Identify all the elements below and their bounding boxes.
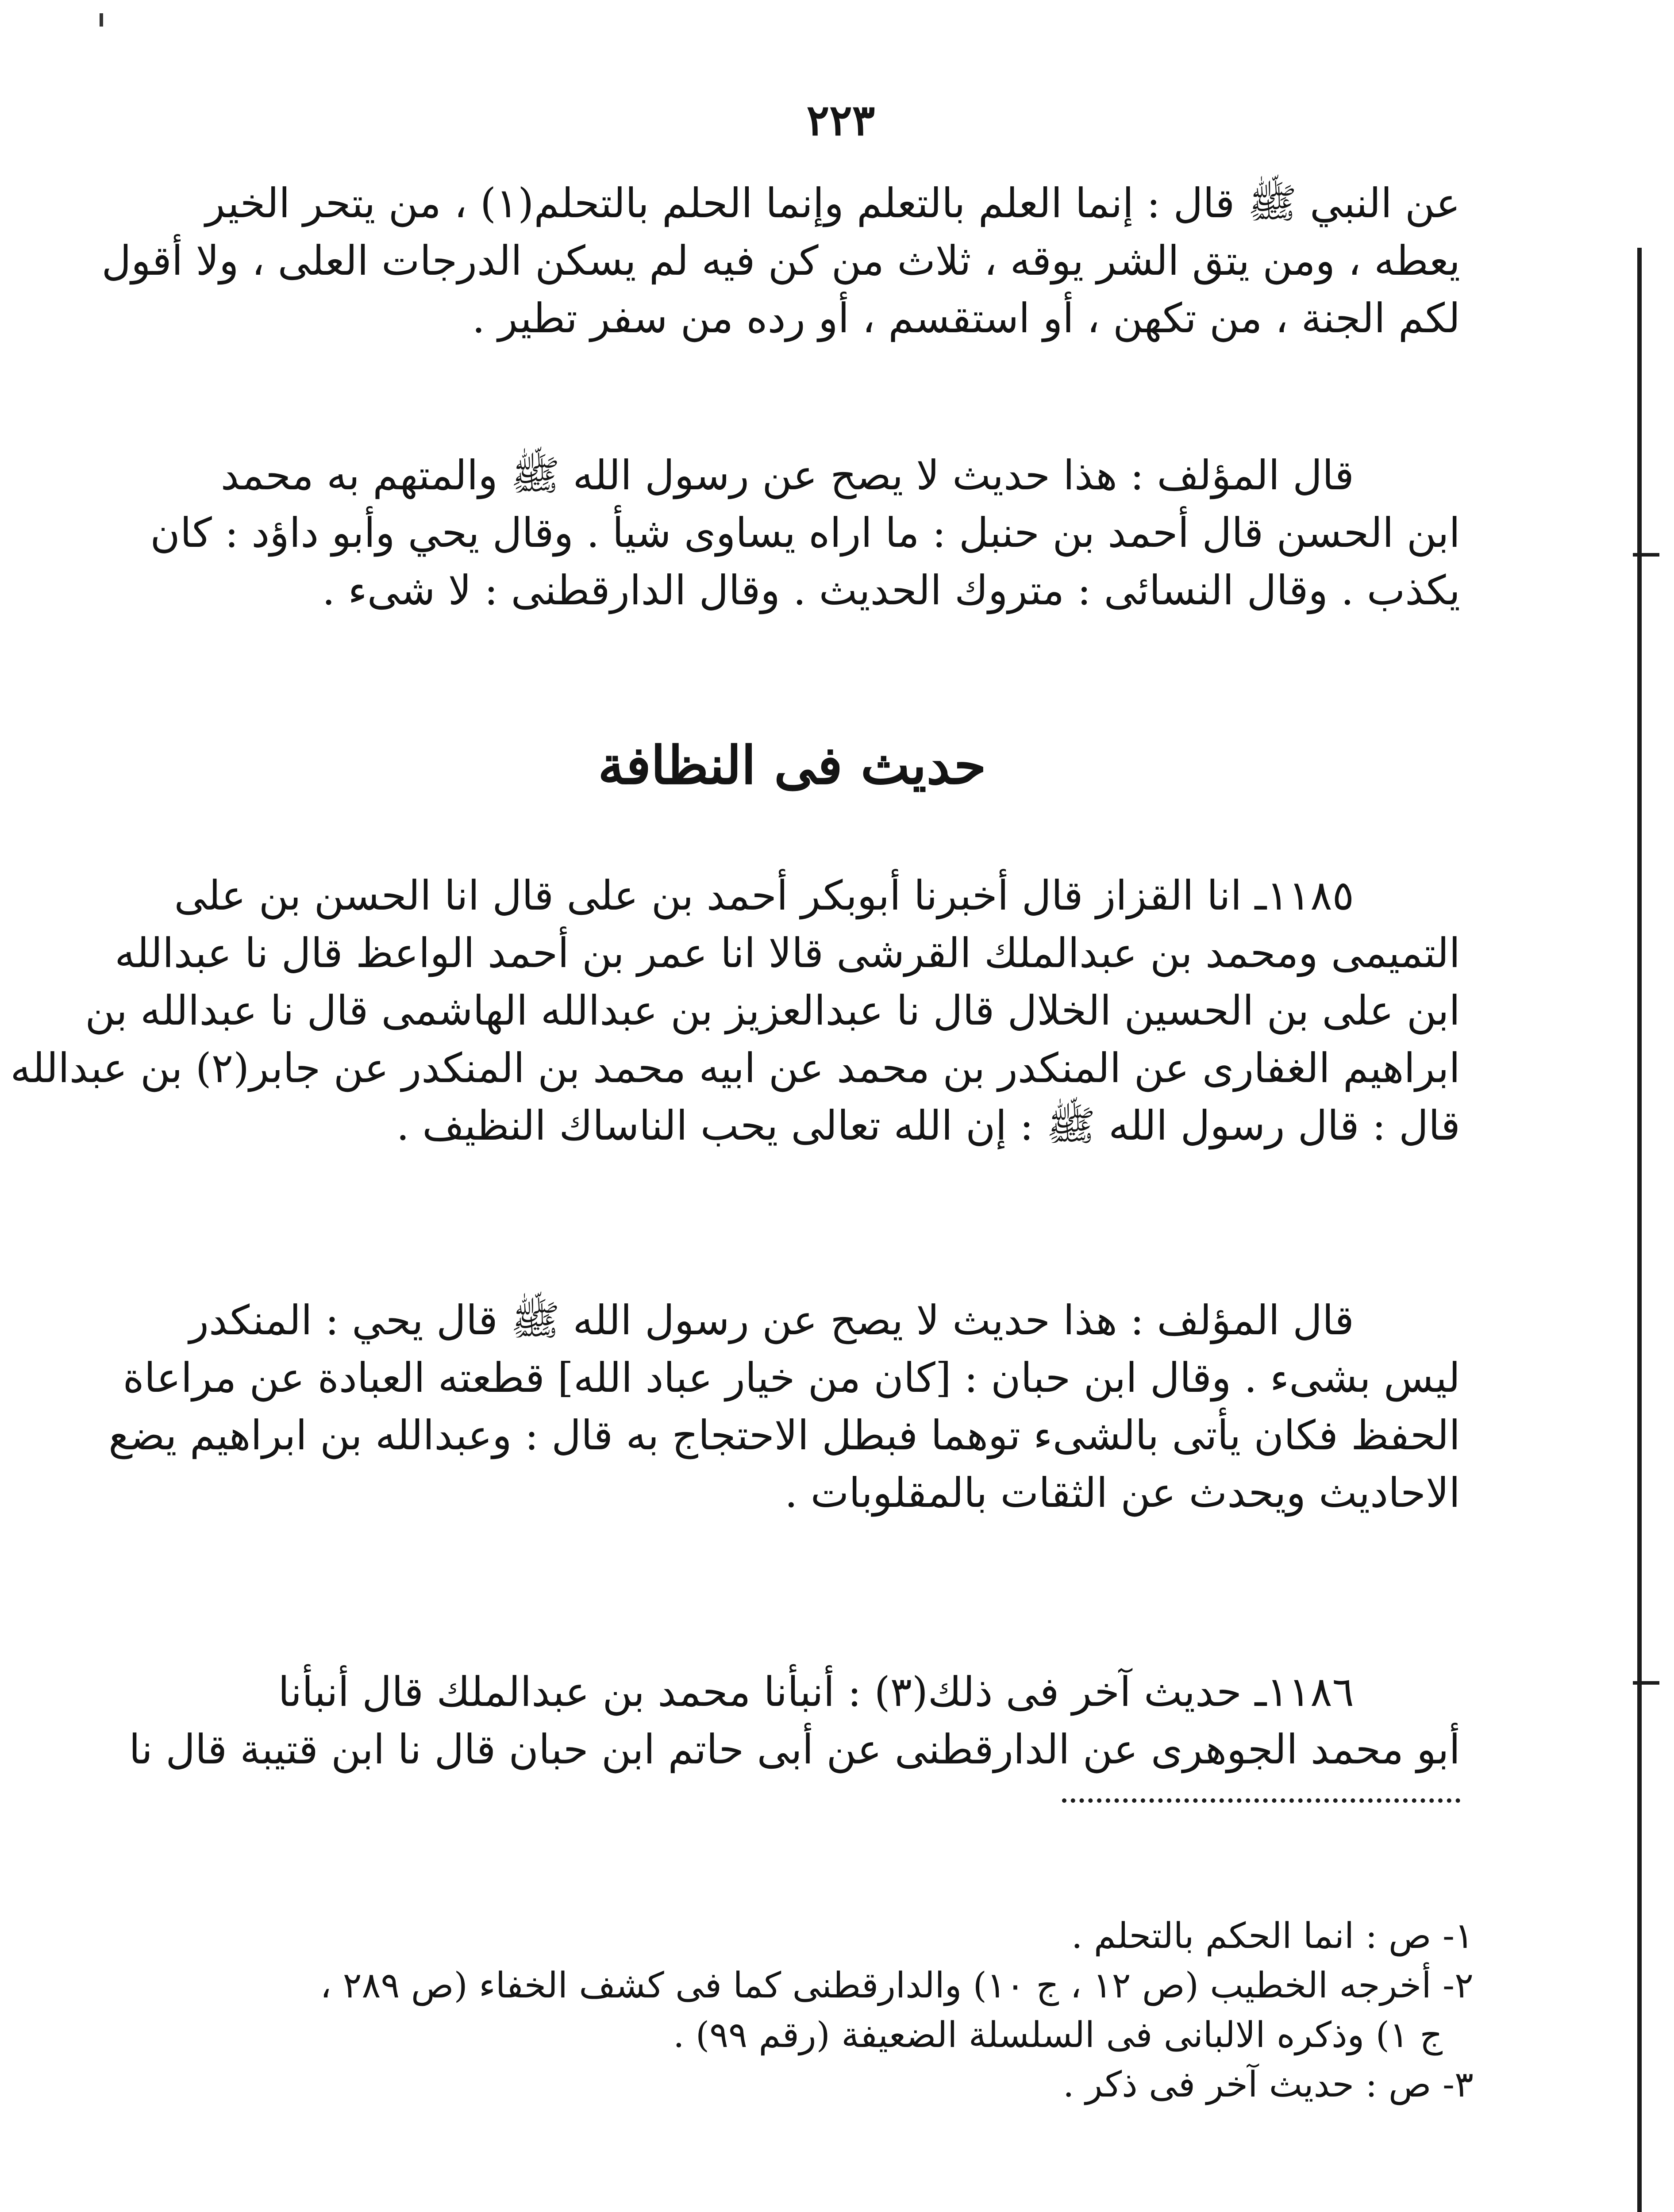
footnote-2-continued: ج ١) وذكره الالبانى فى السلسلة الضعيفة (رقم ٩٩) . — [673, 2014, 1443, 2055]
footnote-separator — [1062, 1798, 1460, 1803]
text-line: يعطه ، ومن يتق الشر يوقه ، ثلاث من كن فيه لم يسكن الدرجات العلى ، ولا أقول — [101, 237, 1460, 284]
paragraph-hadith-1185 — [10, 867, 1460, 1155]
text-line: أبو محمد الجوهرى عن الدارقطنى عن أبى حاتم ابن حبان قال نا ابن قتيبة قال نا — [129, 1726, 1460, 1773]
paragraph-author-comment — [124, 447, 1460, 619]
text-line: قال المؤلف : هذا حديث لا يصح عن رسول الله ﷺ والمتهم به محمد — [220, 452, 1354, 499]
scan-speck — [100, 13, 103, 27]
text-line: ابن الحسن قال أحمد بن حنبل : ما اراه يساوى شيأ . وقال يحي وأبو داؤد : كان — [150, 509, 1460, 557]
text-line: ١١٨٥ـ انا القزاز قال أخبرنا أبوبكر أحمد بن على قال انا الحسن بن على — [174, 872, 1354, 919]
text-line: قال : قال رسول الله ﷺ : إن الله تعالى يحب الناساك النظيف . — [396, 1102, 1460, 1149]
text-line: ابراهيم الغفارى عن المنكدر بن محمد عن ابيه محمد بن المنكدر عن جابر(٢) بن عبدالله — [10, 1045, 1460, 1092]
page-number: ٢٢٣ — [806, 95, 875, 145]
footnote-2: ٢- أخرجه الخطيب (ص ١٢ ، ج ١٠) والدارقطنى كما فى كشف الخفاء (ص ٢٨٩ ، — [320, 1965, 1474, 2006]
paragraph-hadith-text — [101, 175, 1460, 347]
paragraph-author-comment-2 — [108, 1292, 1460, 1522]
binding-edge-mark — [1633, 1681, 1659, 1685]
text-line: قال المؤلف : هذا حديث لا يصح عن رسول الله ﷺ قال يحي : المنكدر — [189, 1297, 1354, 1344]
footnote-1: ١- ص : انما الحكم بالتحلم . — [1071, 1915, 1474, 1956]
text-line: ١١٨٦ـ حديث آخر فى ذلك(٣) : أنبأنا محمد بن عبدالملك قال أنبأنا — [278, 1668, 1354, 1716]
text-line: لكم الجنة ، من تكهن ، أو استقسم ، أو رده من سفر تطير . — [472, 295, 1460, 342]
text-line: الحفظ فكان يأتى بالشىء توهما فبطل الاحتجاج به قال : وعبدالله بن ابراهيم يضع — [108, 1412, 1460, 1459]
paragraph-hadith-1186 — [124, 1663, 1460, 1778]
text-line: يكذب . وقال النسائى : متروك الحديث . وقال الدارقطنى : لا شىء . — [322, 567, 1460, 614]
text-line: التميمى ومحمد بن عبدالملك القرشى قالا انا عمر بن أحمد الواعظ قال نا عبدالله — [115, 929, 1460, 977]
footnotes — [146, 1911, 1474, 2109]
text-line: الاحاديث ويحدث عن الثقات بالمقلوبات . — [785, 1469, 1460, 1517]
binding-edge-mark — [1633, 553, 1659, 557]
text-line: ابن على بن الحسين الخلال قال نا عبدالعزيز بن عبدالله الهاشمى قال نا عبدالله بن — [85, 987, 1460, 1034]
footnote-3: ٣- ص : حديث آخر فى ذكر . — [1063, 2064, 1474, 2105]
section-heading: حديث فى النظافة — [598, 734, 986, 796]
binding-edge — [1637, 248, 1642, 2212]
text-line: عن النبي ﷺ قال : إنما العلم بالتعلم وإنما الحلم بالتحلم(١) ، من يتحر الخير — [205, 180, 1460, 227]
text-line: ليس بشىء . وقال ابن حبان : [كان من خيار عباد الله] قطعته العبادة عن مراعاة — [123, 1354, 1460, 1402]
